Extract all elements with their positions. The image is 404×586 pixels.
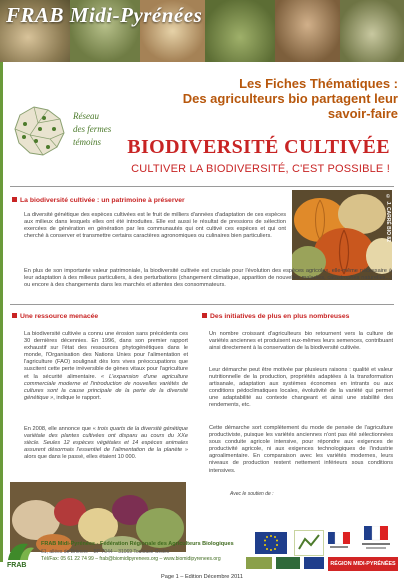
footer-address: 61, allées de Brienne – BP 7044 – 31069 Toulouse Cedex: [41, 549, 170, 555]
farm-photo-icon: [205, 0, 275, 62]
frab-logo: [4, 538, 38, 568]
bullet-square-icon: [202, 313, 207, 318]
page-footer: Page 1 – Edition Décembre 2011: [161, 574, 243, 580]
network-label-line3: témoins: [73, 137, 101, 147]
paragraph: En 2008, elle annonce que « trois quarts de la diversité génétique variétale des plantes cultivées ont disparu au cours du XXe siècle. Seules 12 espèces végétales et 14 espèces animales assurent désormais l'essentiel de l'alimentation de la planète » alors que dans le passé, elles étaient 10 000.: [24, 426, 188, 461]
paragraph: Un nombre croissant d'agriculteurs bio retournent vers la culture de variétés anciennes et produisent eux-mêmes leurs semences, contribuant ainsi directement à la conservation de la biodiversité cultivée.: [209, 331, 393, 352]
photo-credit: © J. CARRÉ BIO 82: [385, 194, 391, 242]
section-heading: Une ressource menacée: [12, 313, 98, 320]
network-label-line1: Réseau: [73, 111, 99, 121]
series-heading: [150, 76, 398, 121]
bullet-square-icon: [12, 313, 17, 318]
series-line2: Des agriculteurs bio partagent leur: [182, 91, 398, 106]
footer-organization: FRAB Midi-Pyrénées - Fédération Régionale des Agriculteurs Biologiques: [41, 541, 234, 547]
side-band: [0, 62, 3, 562]
eu-flag-icon: [304, 557, 324, 569]
section-heading: La biodiversité cultivée : un patrimoine à préserver: [12, 197, 185, 204]
region-map-icon: [10, 101, 70, 161]
svg-text:FRAB: FRAB: [7, 562, 27, 568]
france-flag-icon: [358, 526, 394, 554]
bullet-square-icon: [12, 197, 17, 202]
paragraph: Leur démarche peut être motivée par plusieurs raisons : qualité et valeur nutritionnelle de la production, propriétés adaptées à la transformation artisanale, adaptation aux systèmes économes en intrants ou aux conditions pédoclimatiques locales, évolutivité de la variété qui permet une adaptabilité au contexte changeant et ainsi une stabilité des rendements, etc.: [209, 367, 393, 409]
series-line3: savoir-faire: [327, 106, 398, 121]
paragraph: La biodiversité cultivée a connu une érosion sans précédents ces 30 dernières décennies. En 1996, dans son premier rapport exhaustif sur l'état des ressources phytogénétiques dans le monde, l'Organisation des Nations Unies pour l'alimentation et l'agriculture (FAO) soulignait dès lors vives préoccupations que suscitent cette perte irréversible de gènes vitaux pour l'agriculture et la sécurité alimentaire. « L'expansion d'une agriculture commerciale moderne et l'introduction de nouvelles variétés de cultures sont la cause principale de la perte de la diversité génétique », indique le rapport.: [24, 331, 188, 401]
paragraph: En plus de son importante valeur patrimoniale, la biodiversité cultivée est cruciale pour l'évolution des espèces agricoles, elle-même nécessaire à leur adaptation à des milieux particuliers, à des perturbations (changement climatique, apparition de nouvelles maladies, catastrophes naturelles...) ou encore à des changements dans les marchés et attentes des consommateurs.: [24, 268, 392, 289]
support-label: Avec le soutien de :: [230, 491, 274, 497]
pumpkin-icon: [292, 190, 392, 280]
region-logo: RÉGION MIDI-PYRÉNÉES: [328, 557, 398, 571]
partner-logo-icon: [294, 530, 324, 556]
page-subtitle: CULTIVER LA BIODIVERSITÉ, C'EST POSSIBLE !: [131, 163, 390, 175]
divider: [10, 304, 394, 305]
farm-photo-icon: [340, 0, 404, 62]
divider: [10, 186, 394, 187]
page-title: BIODIVERSITÉ CULTIVÉE: [127, 136, 390, 158]
pumpkins-photo: [292, 190, 392, 280]
partner-logo-icon: [276, 557, 300, 569]
paragraph: Cette démarche sort complètement du mode de pensée de l'agriculture productiviste, puisque les variétés anciennes n'ont pas été sélectionnées sous conduite agricole intensive, pour répondre aux exigences de productivité agricole, ni aux exigences technologiques de l'industrie agroalimentaire. En comparaison avec les variétés modernes, leurs niveaux de production restent nettement inférieurs sous conditions intensives.: [209, 425, 393, 474]
paragraph: La diversité génétique des espèces cultivées est le fruit de milliers d'années d'adaptation de ces espèces aux milieux dans lesquels elles ont été introduites. Elle est aussi le résultat de pressions de sélection exercées de génération en génération par les communautés qui ont cultivé ces espèces et qui ont cherché à conserver et transmettre certains caractères agronomiques ou culinaires bien particuliers.: [24, 212, 286, 240]
header-photo-banner: [0, 0, 404, 62]
ministry-logo-icon: [328, 532, 350, 550]
network-logo: [10, 99, 136, 165]
brand-title: FRAB Midi-Pyrénées: [6, 3, 203, 27]
series-line1: Les Fiches Thématiques :: [239, 76, 398, 91]
bio-logo-icon: [246, 557, 272, 569]
section-heading: Des initiatives de plus en plus nombreuses: [202, 313, 349, 320]
frab-logo-icon: [4, 538, 38, 568]
network-label-line2: des fermes: [73, 124, 112, 134]
farm-photo-icon: [275, 0, 340, 62]
footer-contact: Tél/Fax: 05 61 22 74 99 – frab@biomidipyrenees.org – www.biomidipyrenees.org: [41, 556, 221, 562]
eu-flag-icon: [255, 532, 287, 554]
